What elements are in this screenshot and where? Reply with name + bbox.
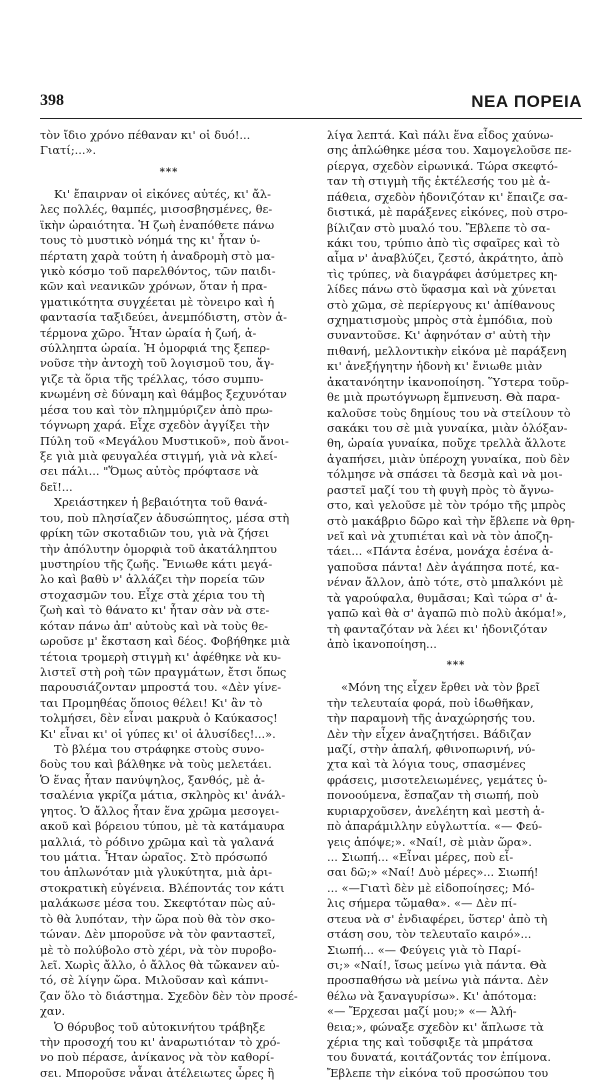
- paragraph: [40, 1020, 298, 1081]
- text-line: μαλάκωσε μέσα του. Σκεφτόταν πὼς αὐ-: [40, 896, 276, 911]
- text-line: ραστεῖ μαζί του τὴ φυγὴ πρὸς τὸ ἄγνω-: [327, 482, 554, 497]
- text-line: θεια;», φώναξε σχεδὸν κι' ἅπλωσε τὰ: [327, 1019, 544, 1034]
- text-line: μὲ τὸ πολύβολο στὸ χέρι, νὰ τὸν πυροβο-: [40, 942, 277, 957]
- text-line: πιθανή, μελλοντικὴν εἰκόνα μὲ παράξενη: [327, 343, 567, 358]
- text-line: διστικά, μὲ παράξενες εἰκόνες, ποὺ στρο-: [327, 205, 568, 220]
- text-line: σαι δῶ;» «Ναί! Δυὸ μέρες»... Σιωπή!: [327, 865, 539, 880]
- text-line: Ἔβλεπε τὴν εἰκόνα τοῦ προσώπου του: [327, 1065, 549, 1080]
- text-line: παρουσιάζονταν μπροστά του. «Δὲν γίνε-: [40, 680, 282, 695]
- header-rule: [40, 118, 582, 119]
- text-line: γιζε τὰ ὅρια τῆς τρέλλας, τόσο συμπυ-: [40, 371, 264, 386]
- text-line: λο καὶ βαθὺ ν' ἀλλάζει τὴν πορεία τῶν: [40, 572, 265, 587]
- text-line: λεῖ. Χωρὶς ἄλλο, ὁ ἄλλος θὰ τὤκανεν αὐ-: [40, 957, 280, 972]
- paragraph: [40, 495, 298, 742]
- text-line: στὸ μακάβριο δῶρο καὶ τὴν ἔβλεπε νὰ θρη-: [327, 513, 575, 528]
- text-line: κῶν καὶ νεανικῶν χρόνων, ὅταν ἡ πρα-: [40, 279, 268, 294]
- text-line: τολμήσει, δὲν εἶναι μακρυὰ ὁ Καύκασος!: [40, 711, 278, 726]
- text-line: τὶς τρύπες, νὰ διαγράφει ἀσύμετρες κη-: [327, 266, 558, 281]
- text-line: μαζί, στὴν ἀπαλή, φθινοπωρινή, νύ-: [327, 742, 536, 757]
- text-line: νο ποὺ πέρασε, ἀνίκανος νὰ τὸν καθορί-: [40, 1050, 275, 1065]
- text-line: τόλμησε νὰ σπάσει τὰ δεσμὰ καὶ νὰ μοι-: [327, 467, 563, 482]
- text-line: «Μόνη της εἶχεν ἔρθει νὰ τὸν βρεῖ: [341, 680, 540, 695]
- text-line: τους τὸ μυστικὸ νόημά της κι' ἦταν ὑ-: [40, 233, 261, 248]
- text-line: Κι' ἔπαιρναν οἱ εἰκόνες αὐτές, κι' ἄλ-: [54, 186, 271, 201]
- text-line: τὴν ἀπόλυτην ὀμορφιὰ τοῦ ἀκατάληπτου: [40, 541, 277, 556]
- page-header: [0, 92, 616, 114]
- text-line: Γιατί;...».: [40, 143, 97, 158]
- text-line: στὸ χῶμα, σὲ περίεργους κι' ἀπίθανους: [327, 297, 555, 312]
- text-line: ξε γιὰ μιὰ φευγαλέα στιγμή, γιὰ νὰ κλεί-: [40, 449, 278, 464]
- text-line: φαντασία ταξιδεύει, ἀνεμπόδιστη, στὸν ἀ-: [40, 310, 287, 325]
- text-line: πέρτατη χαρὰ τούτη ἡ ἀναδρομὴ στὸ μα-: [40, 248, 275, 263]
- text-line: τό, σὲ λίγην ὥρα. Μιλοῦσαν καὶ κάπνι-: [40, 973, 269, 988]
- text-line: μέσα του καὶ τὸν πλημμύριζεν ἀπὸ πρω-: [40, 402, 273, 417]
- text-line: σι;» «Ναί!, ἴσως μείνω γιὰ πάντα. Θὰ: [327, 957, 547, 972]
- text-line: κυριαρχοῦσεν, ἀνελέητη καὶ μεστὴ ἀ-: [327, 803, 545, 818]
- text-line: τὴν προσοχή του κι' ἀναρωτιόταν τὸ χρό-: [40, 1035, 281, 1050]
- text-line: τὸν ἴδιο χρόνο πέθαναν κι' οἱ δυό!...: [40, 128, 251, 142]
- text-line: χέρια της καὶ τοὔσφιξε τὰ μπράτσα: [327, 1035, 534, 1050]
- running-title: ΝΕΑ ΠΟΡΕΙΑ: [471, 92, 582, 111]
- text-line: Χρειάστηκεν ἡ βεβαιότητα τοῦ θανά-: [54, 495, 268, 510]
- text-line: ... Σιωπή... «Εἶναι μέρες, ποὺ εἶ-: [327, 849, 514, 864]
- text-line: νοῦσε τὴν ἀντοχὴ τοῦ λογισμοῦ του, ἄγ-: [40, 356, 275, 371]
- text-line: λίδες πάνω στὸ ὕφασμα καὶ νὰ χύνεται: [327, 282, 557, 297]
- text-line: τὴν τελευταία φορά, ποὺ ἰδωθῆκαν,: [327, 695, 534, 710]
- text-line: τώναν. Δὲν μποροῦσε νὰ τὸν φανταστεῖ,: [40, 927, 276, 942]
- text-line: στευα νὰ σ' ἐνδιαφέρει, ὕστερ' ἀπὸ τὴ: [327, 911, 548, 926]
- page-number: 398: [40, 92, 64, 109]
- text-line: τόγνωρη χαρά. Εἶχε σχεδὸν ἀγγίξει τὴν: [40, 418, 270, 433]
- text-line: τὴν παραμονὴ τῆς ἀναχώρησής του.: [327, 711, 536, 726]
- section-separator: ***: [159, 166, 179, 178]
- text-line: του δυνατά, κοιτάζοντάς τον ἐπίμονα.: [327, 1050, 551, 1065]
- text-line: τέτοια τρομερὴ στιγμὴ κι' ἀφέθηκε νὰ κυ-: [40, 649, 281, 664]
- text-line: ταν τὴ στιγμὴ τῆς ἐκτέλεσής του μὲ ἀ-: [327, 174, 551, 189]
- text-line: τάει... «Πάντα ἐσένα, μονάχα ἐσένα ἀ-: [327, 544, 554, 559]
- text-line: ϊκὴν ὡραιότητα. Ἡ ζωὴ ἐναπόθετε πάνω: [40, 217, 275, 232]
- text-line: κνωμένη σὲ δύναμη καὶ θάμβος ξεχυνόταν: [40, 387, 287, 402]
- text-line: καλοῦσε τοὺς δημίους του νὰ στείλουν τὸ: [327, 405, 571, 420]
- text-line: δεῖ!...: [40, 479, 73, 494]
- text-line: Σιωπή... «— Φεύγεις γιὰ τὸ Παρί-: [327, 942, 521, 957]
- text-line: σης ἁπλώθηκε μέσα του. Χαμογελοῦσε πε-: [327, 143, 572, 158]
- text-line: τσαλένια γκρίζα μάτια, σκληρὸς κι' ἀνάλ-: [40, 788, 286, 803]
- text-line: γητος. Ὁ ἄλλος ἦταν ἕνα χρῶμα μεσογει-: [40, 803, 280, 818]
- text-line: πάθεια, σχεδὸν ἡδονιζόταν κι' ἔπαιζε σα-: [327, 189, 568, 204]
- text-line: προσπαθήσω νὰ μείνω γιὰ πάντα. Δὲν: [327, 973, 549, 988]
- text-line: πὸ ἀπαράμιλλην εὐγλωττία. «— Φεύ-: [327, 819, 543, 834]
- text-line: ζωὴ καὶ τὸ θάνατο κι' ἦταν σὰν νὰ στε-: [40, 603, 270, 618]
- text-line: ται Προμηθέας ὅποιος θέλει! Κι' ἂν τὸ: [40, 695, 263, 710]
- text-line: Δὲν τὴν εἶχεν ἀναζητήσει. Βάδιζαν: [327, 726, 532, 741]
- text-line: τὸ θὰ λυπόταν, τὴν ὥρα ποὺ θὰ τὸν σκο-: [40, 911, 275, 926]
- text-line: Πύλη τοῦ «Μεγάλου Μυστικοῦ», ποὺ ἄνοι-: [40, 433, 289, 448]
- text-line: γαποῦσα πάντα! Δὲν ἀγάπησα ποτέ, κα-: [327, 559, 560, 574]
- text-line: του μάτια. Ἦταν ὡραῖος. Στὸ πρόσωπό: [40, 849, 268, 864]
- text-line: σει. Μποροῦσε νἆναι ἀτέλειωτες ὧρες ἢ: [40, 1065, 275, 1080]
- text-line: στοχασμῶν του. Εἶχε στὰ χέρια του τὴ: [40, 587, 265, 602]
- text-line: ζαν ὅλο τὸ διάστημα. Σχεδὸν δὲν τὸν προσέ-: [40, 988, 298, 1003]
- text-line: νέναν ἄλλον, ἀπὸ τότε, στὸ μπαλκόνι μὲ: [327, 575, 564, 590]
- text-line: στοκρατικὴ εὐγένεια. Βλέποντάς τον κάτι: [40, 880, 285, 895]
- text-line: τὴ φανταζόταν νὰ λέει κι' ἡδονιζόταν: [327, 621, 548, 636]
- text-line: στάση σου, τὸν τελευταῖο καιρό»...: [327, 927, 532, 942]
- text-line: συναντοῦσε. Κι' ἀφηνόταν σ' αὐτὴ τὴν: [327, 328, 551, 343]
- text-line: Κι' εἶναι κι' οἱ γύπες κι' οἱ ἁλυσίδες!...».: [40, 726, 276, 741]
- text-line: ἀκατανόητην ἱκανοποίηση. Ὕστερα τοῦρ-: [327, 374, 569, 389]
- text-line: φρίκη τῶν σκοταδιῶν του, γιὰ νὰ ζήσει: [40, 526, 270, 541]
- text-line: δοὺς του καὶ βάλθηκε νὰ τοὺς μελετάει.: [40, 757, 272, 772]
- text-line: θη, ὡραία γυναίκα, ποὔχε τρελλὰ ἄλλοτε: [327, 436, 566, 451]
- text-line: λες πολλές, θαμπές, μισοσβησμένες, θε-: [40, 202, 273, 217]
- text-line: κάκι του, τρύπιο ἀπὸ τὶς σφαῖρες καὶ τὸ: [327, 235, 560, 250]
- text-line: σει πάλι... "Ὅμως αὐτὸς πρόφτασε νὰ: [40, 464, 259, 479]
- text-line: σακάκι του σὲ μιὰ γυναίκα, μιὰν ὁλόξαν-: [327, 421, 568, 436]
- text-line: ωροῦσε μ' ἔκσταση καὶ δέος. Φοβήθηκε μιὰ: [40, 634, 291, 649]
- text-line: φράσεις, μισοτελειωμένες, γεμάτες ὑ-: [327, 772, 548, 787]
- text-line: λις σήμερα τὤμαθα». «— Δὲν πί-: [327, 896, 517, 911]
- text-line: αἷμα ν' ἀναβλύζει, ζεστό, ἀκράτητο, ἀπὸ: [327, 251, 564, 266]
- text-line: τὰ γαρούφαλα, θυμᾶσαι; Καὶ τώρα σ' ἀ-: [327, 590, 558, 605]
- text-line: γαπῶ καὶ θὰ σ' ἀγαπῶ πιὸ πολὺ ἀκόμα!»,: [327, 606, 567, 621]
- left-column: [40, 128, 298, 1081]
- text-line: Ὁ ἕνας ἦταν πανύψηλος, ξανθός, μὲ ἀ-: [40, 772, 265, 787]
- paragraph: [327, 680, 585, 1081]
- text-line: γματικότητα συγχέεται μὲ τὸνειρο καὶ ἡ: [40, 294, 275, 309]
- text-line: ἀγαπήσει, μιὰν ὑπέροχη γυναίκα, ποὺ δὲν: [327, 451, 570, 466]
- text-line: πονοούμενα, ἔσπαζαν τὴ σιωπή, ποὺ: [327, 788, 539, 803]
- text-line: θέλω νὰ ξαναγυρίσω». Κι' ἀπότομα:: [327, 988, 537, 1003]
- text-line: μαλλιά, τὸ ρόδινο χρῶμα καὶ τὰ γαλανά: [40, 834, 275, 849]
- section-separator: ***: [446, 660, 466, 672]
- text-line: του, ποὺ πλησίαζεν ἀδυσώπητος, μέσα στὴ: [40, 510, 290, 525]
- text-line: σύλληπτα ὡραία. Ἡ ὁμορφιά της ξεπερ-: [40, 341, 270, 356]
- text-line: ... «—Γιατὶ δὲν μὲ εἰδοποίησες; Μό-: [327, 880, 535, 895]
- text-line: ρίεργα, σχεδὸν εἰρωνικά. Τώρα σκεφτό-: [327, 158, 558, 173]
- text-line: νεῖ καὶ νὰ χτυπιέται καὶ νὰ τὸν ἀποζη-: [327, 528, 553, 543]
- text-line: κι' ἀνεξήγητην ἡδονὴ κι' ἔνιωθε μιὰν: [327, 359, 543, 374]
- text-line: γεις ἀπόψε;». «Ναί!, σὲ μιὰν ὥρα».: [327, 834, 532, 849]
- text-line: χαν.: [40, 1004, 66, 1019]
- text-line: σχηματισμοὺς μπρὸς στὰ ἐμπόδια, ποὺ: [327, 313, 553, 328]
- text-line: βίλιζαν στὸ μυαλό του. Ἔβλεπε τὸ σα-: [327, 220, 551, 235]
- paragraph: [40, 187, 298, 495]
- text-line: ἀπὸ ἱκανοποίηση...: [327, 636, 437, 651]
- text-line: τέρμονα χῶρο. Ἦταν ὡραία ἡ ζωή, ἀ-: [40, 325, 257, 340]
- text-line: στο, καὶ γελοῦσε μὲ τὸν τρόμο τῆς μπρὸς: [327, 498, 566, 513]
- text-line: λίγα λεπτά. Καὶ πάλι ἕνα εἶδος χαύνω-: [327, 128, 554, 142]
- text-line: ακοῦ καὶ βόρειου τύπου, μὲ τὰ κατάμαυρα: [40, 819, 285, 834]
- text-line: χτα καὶ τὰ λόγια τους, σπασμένες: [327, 757, 526, 772]
- text-line: «— Ἔρχεσαι μαζί μου;» «— Ἀλή-: [327, 1004, 517, 1019]
- text-line: Τὸ βλέμα του στράφηκε στοὺς συνο-: [54, 742, 265, 757]
- paragraph: [40, 128, 298, 159]
- right-column: [327, 128, 585, 1081]
- paragraph: [40, 742, 298, 1020]
- paragraph: [327, 128, 585, 652]
- text-line: του ἁπλωνόταν μιὰ γλυκύτητα, μιὰ ἀρι-: [40, 865, 273, 880]
- text-line: Ὁ θόρυβος τοῦ αὐτοκινήτου τράβηξε: [54, 1019, 265, 1034]
- text-line: γικὸ κόσμο τοῦ παρελθόντος, τῶν παιδι-: [40, 263, 276, 278]
- text-line: μυστηρίου τῆς ζωῆς. Ἔνιωθε κάτι μεγά-: [40, 556, 273, 571]
- text-line: θε μιὰ πρωτόγνωρη ἔμπνευση. Θὰ παρα-: [327, 390, 561, 405]
- text-line: κόταν πάνω ἀπ' αὐτοὺς καὶ νὰ τοὺς θε-: [40, 618, 268, 633]
- text-line: λιστεῖ στὴ ροὴ τῶν πραγμάτων, ἔτσι ὅπως: [40, 664, 287, 679]
